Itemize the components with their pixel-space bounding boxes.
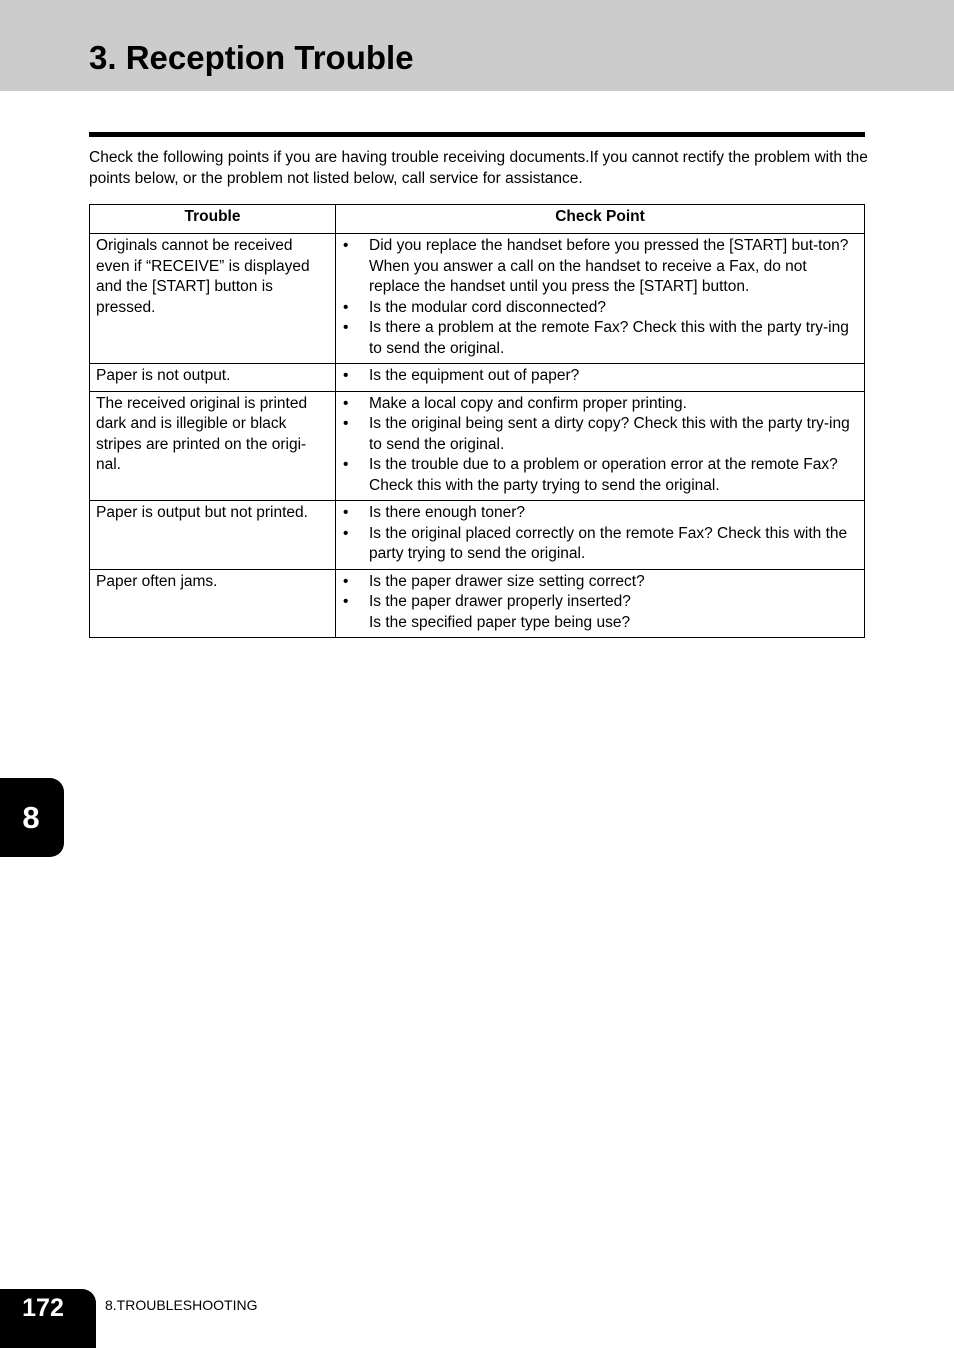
trouble-cell: Paper often jams. xyxy=(90,569,336,638)
check-point-list xyxy=(342,236,858,359)
check-point-text: Is the trouble due to a problem or operation error at the remote Fax? Check this with the party trying to send the original. xyxy=(369,456,838,494)
table-row xyxy=(90,364,865,392)
check-point-cell xyxy=(336,364,865,392)
chapter-tab: 8 xyxy=(0,778,64,857)
bullet-icon: • xyxy=(343,319,349,336)
check-point-text: Make a local copy and confirm proper printing. xyxy=(369,394,687,412)
check-point-cell xyxy=(336,569,865,638)
bullet-icon: • xyxy=(343,394,349,412)
bullet-icon: • xyxy=(343,593,349,610)
check-point-item xyxy=(342,503,858,524)
intro-text: Check the following points if you are having trouble receiving documents.If you cannot rectify the problem with the points below, or the problem not listed below, call service for assistance. xyxy=(89,149,868,187)
trouble-cell: Originals cannot be received even if “RECEIVE” is displayed and the [START] button is pressed. xyxy=(90,234,336,364)
bullet-icon: • xyxy=(343,456,349,473)
check-point-item xyxy=(342,318,858,359)
page-title: 3. Reception Trouble xyxy=(89,39,414,76)
table-row xyxy=(90,234,865,364)
check-point-text: Is the original being sent a dirty copy? Check this with the party try-ing to send the original. xyxy=(369,415,850,453)
table-header-row xyxy=(90,205,865,234)
check-point-item xyxy=(342,236,858,298)
page-number: 172 xyxy=(0,1289,96,1348)
check-point-list xyxy=(342,366,858,387)
column-header-trouble: Trouble xyxy=(90,205,336,234)
check-point-cell xyxy=(336,501,865,570)
table-row xyxy=(90,501,865,570)
title-rule xyxy=(89,132,865,137)
bullet-icon: • xyxy=(343,367,349,384)
table-body xyxy=(90,234,865,638)
check-point-item xyxy=(342,572,858,593)
check-point-text: Is the paper drawer properly inserted? xyxy=(369,593,631,610)
check-point-text: Is the original placed correctly on the remote Fax? Check this with the party trying to send the original. xyxy=(369,524,848,562)
check-point-text: Is the modular cord disconnected? xyxy=(369,298,606,316)
bullet-icon: • xyxy=(343,504,349,521)
check-point-item xyxy=(342,366,858,387)
check-point-text: Did you replace the handset before you pressed the [START] but-ton? When you answer a call on the handset to receive a Fax, do not replace the handset until you press the [START] button. xyxy=(369,237,849,295)
footer-section-label: 8.TROUBLESHOOTING xyxy=(105,1297,258,1313)
bullet-icon: • xyxy=(343,572,349,590)
check-point-item xyxy=(342,414,858,455)
check-point-item xyxy=(342,524,858,565)
table-row xyxy=(90,391,865,501)
trouble-cell: Paper is not output. xyxy=(90,364,336,392)
table-row xyxy=(90,569,865,638)
check-point-item xyxy=(342,592,858,613)
check-point-text: Is the equipment out of paper? xyxy=(369,367,580,384)
check-point-text: Is the paper drawer size setting correct? xyxy=(369,572,645,590)
bullet-icon: • xyxy=(343,415,349,432)
check-point-cell xyxy=(336,234,865,364)
check-point-list xyxy=(342,394,858,497)
check-point-text: Is there enough toner? xyxy=(369,504,525,521)
bullet-icon: • xyxy=(343,524,349,542)
check-point-text: Is the specified paper type being use? xyxy=(369,613,631,631)
check-point-cell xyxy=(336,391,865,501)
trouble-cell: Paper is output but not printed. xyxy=(90,501,336,570)
bullet-icon: • xyxy=(343,298,349,316)
check-point-item xyxy=(342,298,858,319)
bullet-icon: • xyxy=(343,237,349,254)
check-point-item xyxy=(342,394,858,415)
trouble-table xyxy=(89,204,865,638)
check-point-item xyxy=(342,455,858,496)
check-point-list xyxy=(342,503,858,565)
trouble-cell: The received original is printed dark and is illegible or black stripes are printed on the origi-nal. xyxy=(90,391,336,501)
column-header-check-point: Check Point xyxy=(336,205,865,234)
check-point-text: Is there a problem at the remote Fax? Check this with the party try-ing to send the original. xyxy=(369,319,849,357)
check-point-list xyxy=(342,572,858,634)
check-point-item xyxy=(342,613,858,634)
